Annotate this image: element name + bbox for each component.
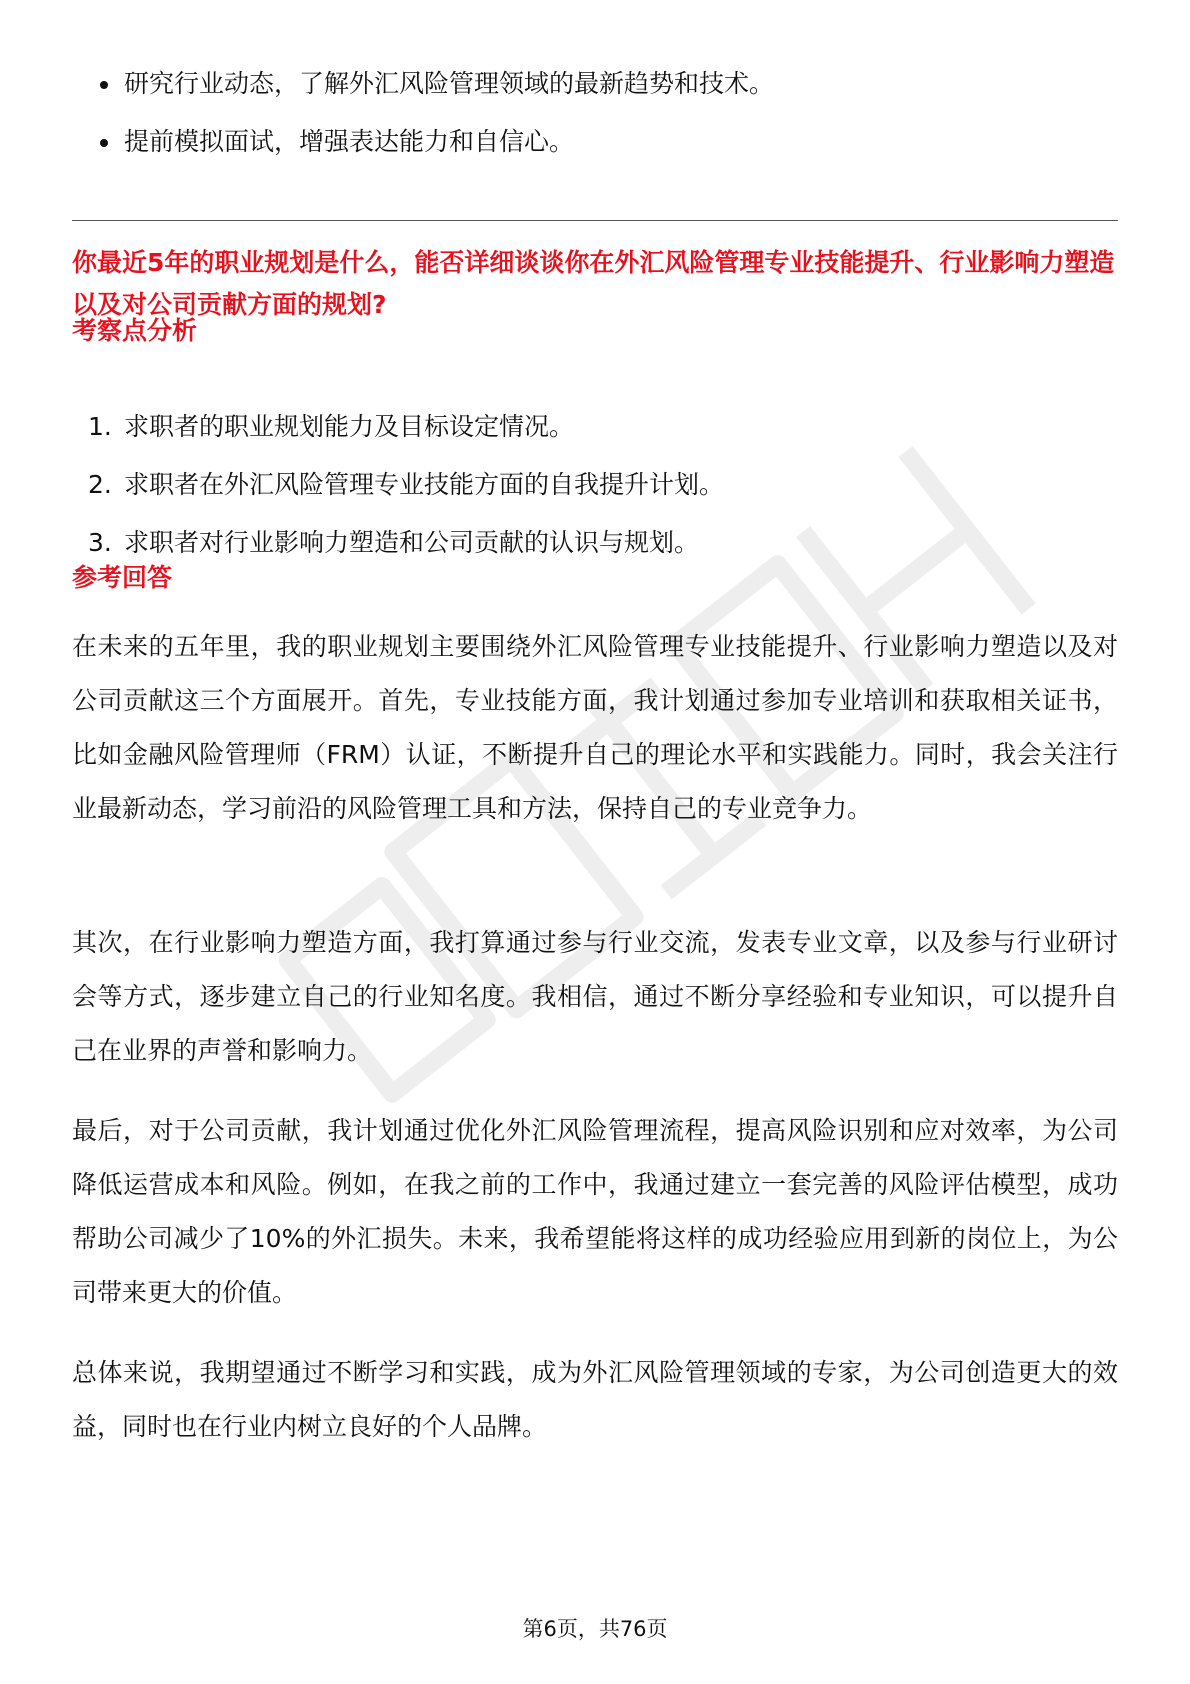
tips-bullet-list <box>72 64 1118 180</box>
answer-heading: 参考回答 <box>72 563 173 592</box>
answer-paragraph: 最后，对于公司贡献，我计划通过优化外汇风险管理流程，提高风险识别和应对效率，为公司降低运营成本和风险。例如，在我之前的工作中，我通过建立一套完善的风险评估模型，成功帮助公司减少了10%的外汇损失。未来，我希望能将这样的成功经验应用到新的岗位上，为公司带来更大的价值。 <box>72 1116 1118 1307</box>
list-item <box>72 407 1118 447</box>
interview-question: 你最近5年的职业规划是什么，能否详细谈谈你在外汇风险管理专业技能提升、行业影响力塑造以及对公司贡献方面的规划? <box>72 248 1115 319</box>
list-number: 2. <box>88 470 112 499</box>
bullet-text: 研究行业动态，了解外汇风险管理领域的最新趋势和技术。 <box>124 69 775 98</box>
bullet-dot-icon <box>100 139 108 147</box>
list-item <box>72 64 1118 104</box>
bullet-text: 提前模拟面试，增强表达能力和自信心。 <box>124 127 575 156</box>
list-item <box>72 465 1118 505</box>
list-text: 求职者对行业影响力塑造和公司贡献的认识与规划。 <box>124 528 700 557</box>
list-number: 3. <box>88 528 112 557</box>
answer-paragraph: 总体来说，我期望通过不断学习和实践，成为外汇风险管理领域的专家，为公司创造更大的效益，同时也在行业内树立良好的个人品牌。 <box>72 1358 1118 1441</box>
list-number: 1. <box>88 412 112 441</box>
list-item <box>72 122 1118 162</box>
list-item <box>72 523 1118 563</box>
page-number-footer: 第6页，共76页 <box>522 1617 668 1641</box>
answer-paragraph: 其次，在行业影响力塑造方面，我打算通过参与行业交流，发表专业文章，以及参与行业研讨会等方式，逐步建立自己的行业知名度。我相信，通过不断分享经验和专业知识，可以提升自己在业界的声誉和影响力。 <box>72 928 1118 1065</box>
list-text: 求职者的职业规划能力及目标设定情况。 <box>124 412 575 441</box>
list-text: 求职者在外汇风险管理专业技能方面的自我提升计划。 <box>124 470 725 499</box>
bullet-dot-icon <box>100 81 108 89</box>
answer-paragraph: 在未来的五年里，我的职业规划主要围绕外汇风险管理专业技能提升、行业影响力塑造以及对公司贡献这三个方面展开。首先，专业技能方面，我计划通过参加专业培训和获取相关证书，比如金融风险管理师（FRM）认证，不断提升自己的理论水平和实践能力。同时，我会关注行业最新动态，学习前沿的风险管理工具和方法，保持自己的专业竞争力。 <box>72 632 1118 823</box>
section-divider <box>72 220 1118 221</box>
analysis-list <box>72 407 1118 581</box>
analysis-heading: 考察点分析 <box>72 316 198 345</box>
